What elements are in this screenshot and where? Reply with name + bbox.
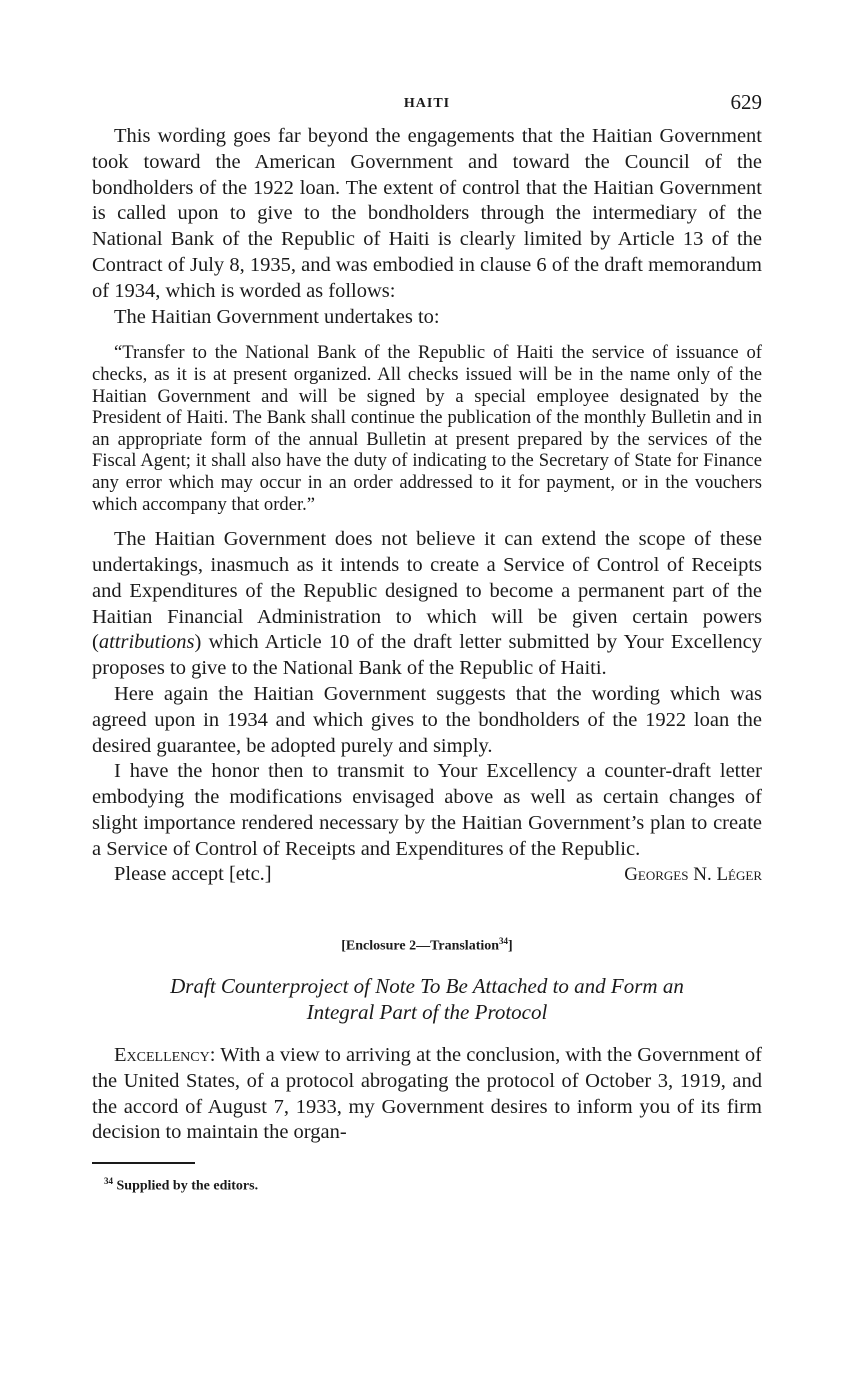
document-title-line-2: Integral Part of the Protocol <box>306 999 548 1024</box>
block-quote: “Transfer to the National Bank of the Republic of Haiti the service of issuance of checks, as it is at present organized. All checks issued will be in the name only of the Haitian Government and will be signed by a special employee designated by the President of Haiti. The Bank shall continue the publication of the monthly Bulletin and in an appropriate form of the annual Bulletin at present prepared by the services of the Fiscal Agent; it shall also have the duty of indicating to the Secretary of State for Finance any error which may occur in an order addressed to it for payment, or in the vouchers which accompany that order.” <box>92 342 762 515</box>
footnote <box>92 1176 762 1195</box>
running-head <box>92 90 762 124</box>
paragraph-2: The Haitian Government undertakes to: <box>114 305 440 328</box>
footnote-marker: 34 <box>104 1176 113 1187</box>
page-number: 629 <box>730 90 762 114</box>
footnote-text: Supplied by the editors. <box>113 1178 259 1194</box>
document-title-line-1: Draft Counterproject of Note To Be Attached to and Form an <box>170 973 684 998</box>
paragraph-3-text-b: ) which Article 10 of the draft letter submitted by Your Excellency proposes to give to the National Bank of the Republic of Haiti. <box>92 631 762 680</box>
document-title <box>92 973 762 1025</box>
enclosure-heading <box>92 936 762 955</box>
signature: Georges N. Léger <box>624 864 762 886</box>
paragraph-3 <box>92 527 762 682</box>
enclosure-paragraph <box>92 1043 762 1146</box>
paragraph-4: Here again the Haitian Government suggests that the wording which was agreed upon in 1934 and which gives to the bondholders of the 1922 loan the desired guarantee, be adopted purely and simply. <box>92 682 762 757</box>
italic-term: attributions <box>98 631 195 654</box>
paragraph-5: I have the honor then to transmit to Your Excellency a counter-draft letter embodying the modifications envisaged above as well as certain changes of slight importance rendered necessary by the Haitian Government’s plan to create a Service of Control of Receipts and Expenditures of the Republic. <box>92 760 762 860</box>
footnote-ref: 34 <box>499 936 509 947</box>
paragraph-3-text-a: The Haitian Government does not believe it can extend the scope of these undertakings, inasmuch as it intends to create a Service of Control of Receipts and Expenditures of the Republic designed to become a permanent part of the Haitian Financial Administration to which will be given certain powers ( <box>92 528 762 654</box>
enclosure-label: [Enclosure 2—Translation <box>341 938 500 954</box>
footnote-rule <box>92 1162 195 1164</box>
page-content <box>92 90 762 1195</box>
enclosure-bracket: ] <box>508 938 513 954</box>
running-title: HAITI <box>403 96 451 111</box>
enclosure-body-text: With a view to arriving at the conclusion, with the Government of the United States, of a protocol abrogating the protocol of October 3, 1919, and the accord of August 7, 1933, my Government desires to inform you of its firm decision to maintain the organ- <box>92 1043 762 1144</box>
closing-formula: Please accept [etc.] <box>114 863 272 886</box>
paragraph-1: This wording goes far beyond the engagements that the Haitian Government took toward the American Government and toward the Council of the bondholders of the 1922 loan. The extent of control that the Haitian Government is called upon to give to the bondholders through the intermediary of the National Bank of the Republic of Haiti is clearly limited by Article 13 of the Contract of July 8, 1935, and was embodied in clause 6 of the draft memorandum of 1934, which is worded as follows: <box>92 125 762 302</box>
signoff <box>92 862 762 888</box>
salutation: Excellency: <box>114 1043 216 1066</box>
